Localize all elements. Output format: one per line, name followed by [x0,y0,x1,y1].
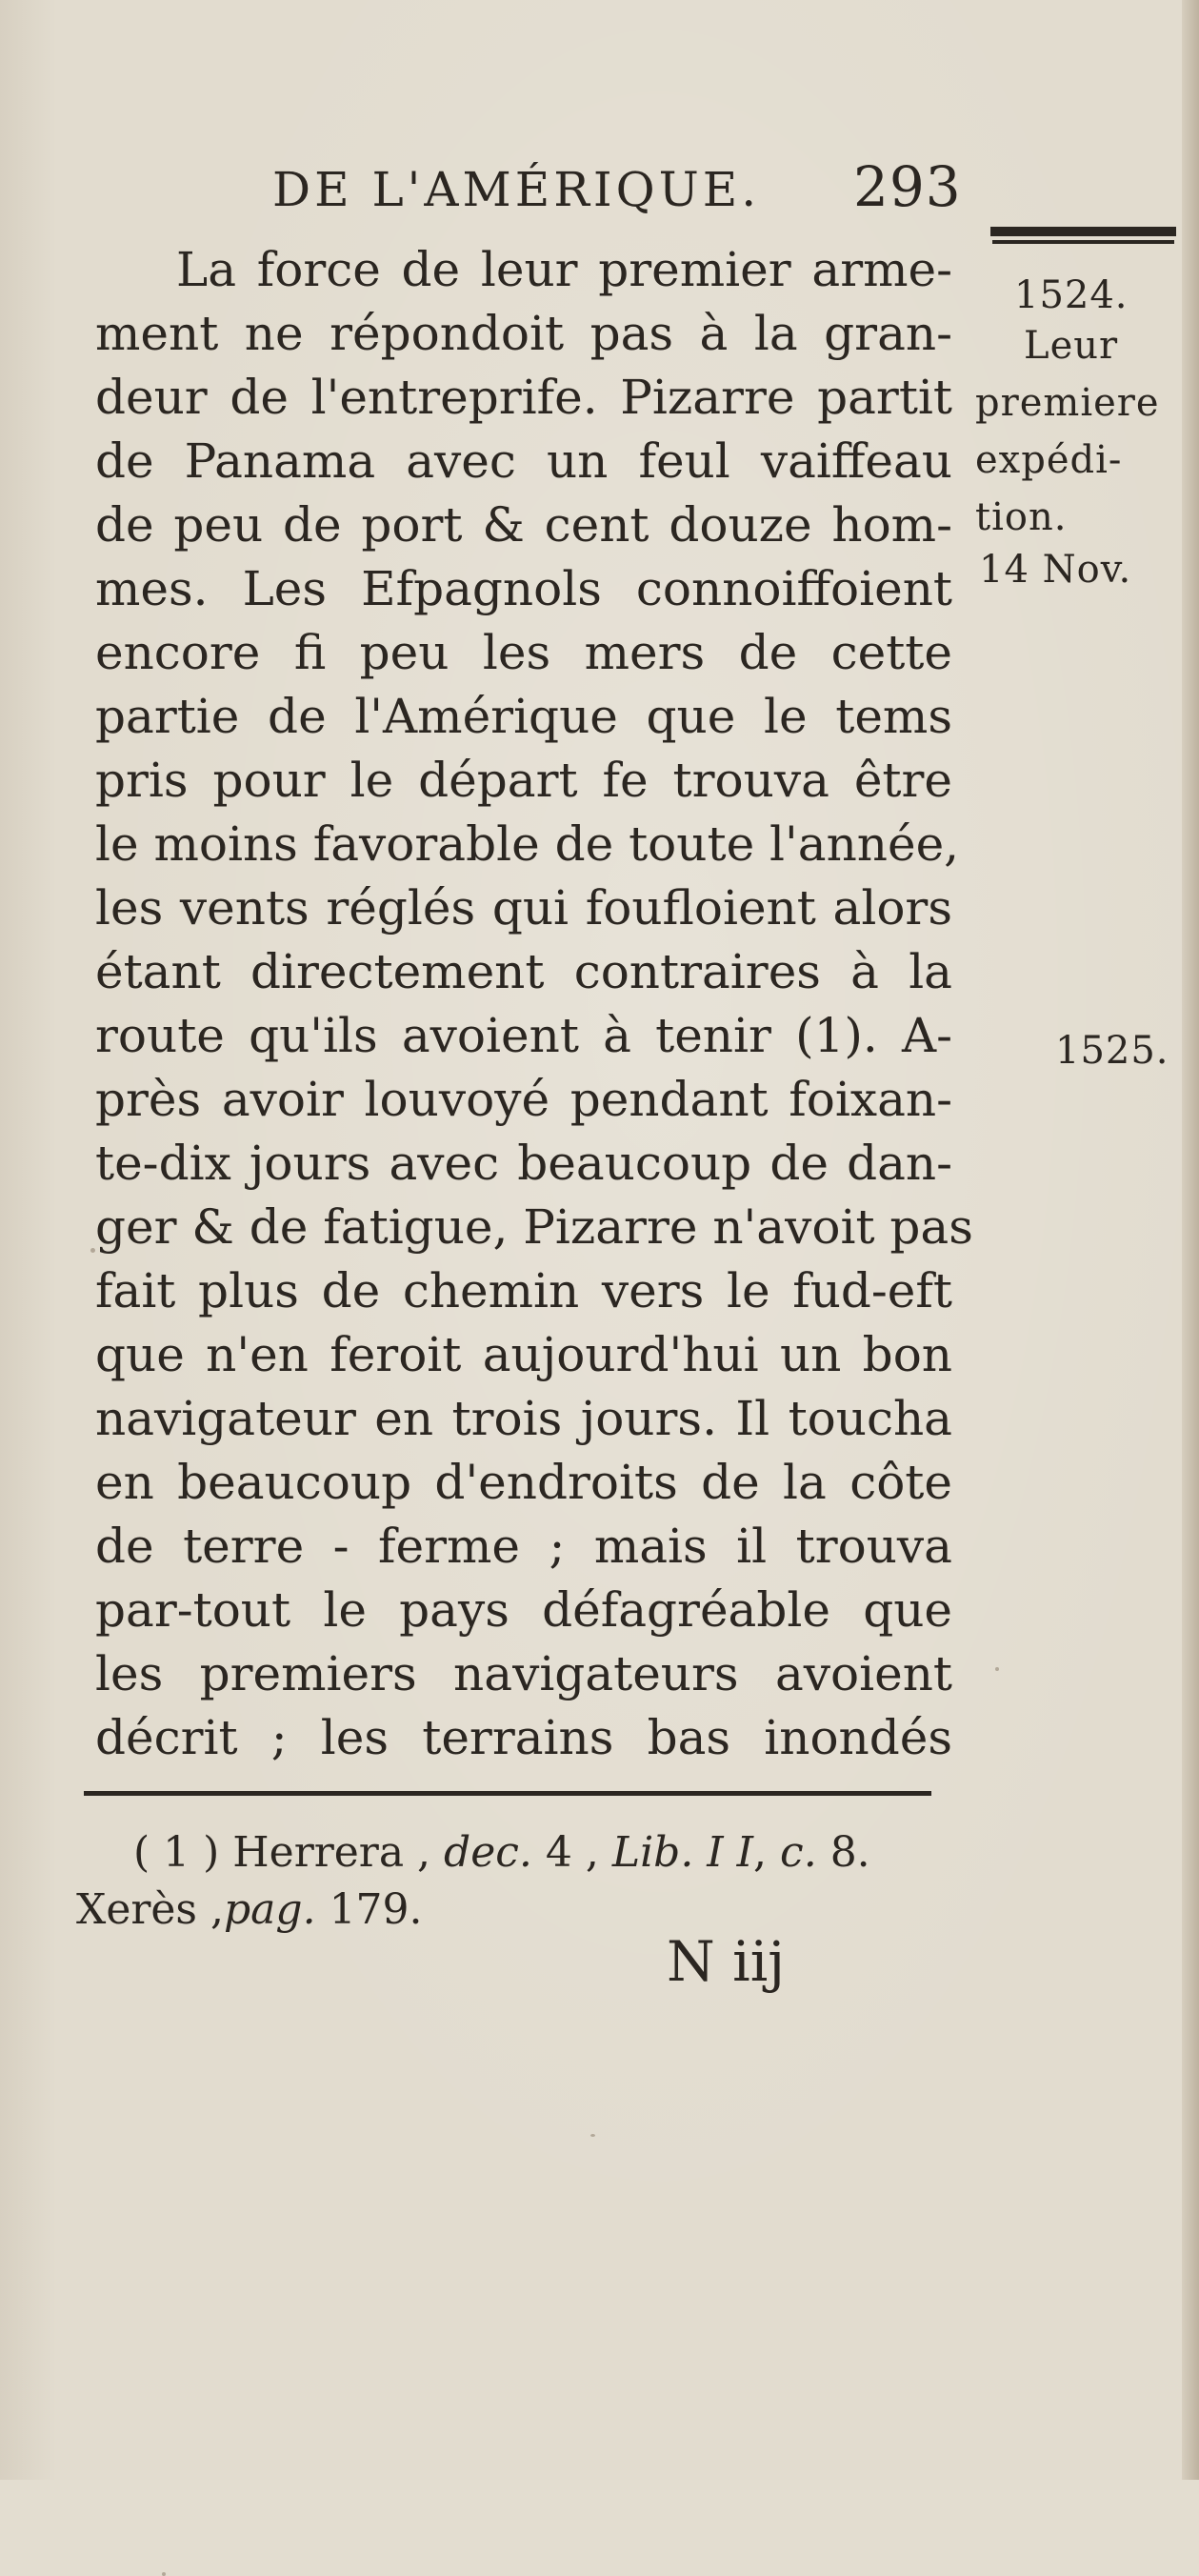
text-line: te-dix jours avec beaucoup de dan- [95,1136,952,1191]
text-line: La force de leur premier arme- [176,242,952,297]
paper-speck [90,1248,95,1253]
text-line: près avoir louvoyé pendant foixan- [95,1072,952,1127]
page-number: 293 [853,154,962,219]
header-rule [990,227,1176,240]
text-line: étant directement contraires à la [95,944,952,999]
text-line: les vents réglés qui foufloient alors [95,880,952,936]
paper-speck [162,2572,166,2576]
text-line: partie de l'Amérique que le tems [95,689,952,744]
text-line: les premiers navigateurs avoient [95,1646,952,1701]
margin-note: premiere [975,381,1160,425]
text-line: décrit ; les terrains bas inondés [95,1710,952,1765]
text-line: fait plus de chemin vers le fud-eft [95,1263,952,1318]
footnote-text: c. [780,1828,817,1877]
text-line: deur de l'entreprife. Pizarre partit [95,370,952,425]
text-line: pris pour le départ fe trouva être [95,753,952,808]
text-line: par-tout le pays défagréable que [95,1582,952,1638]
footnote-text: 8. [829,1828,870,1877]
signature-mark: N iij [667,1929,786,1994]
text-line: de terre - ferme ; mais il trouva [95,1519,952,1574]
footnote-text: ( 1 ) Herrera , [133,1828,431,1877]
footnote-line [76,1824,962,1882]
margin-note-year: 1525. [1055,1029,1169,1073]
text-line: ger & de fatigue, Pizarre n'avoit pas [95,1199,973,1255]
footnote-text: dec. [444,1828,532,1877]
text-line: route qu'ils avoient à tenir (1). A- [95,1008,952,1063]
text-line: en beaucoup d'endroits de la côte [95,1455,952,1510]
margin-note-date: 14 Nov. [979,548,1132,592]
paper-speck [590,2134,595,2137]
footnote-text: 4 , [545,1828,599,1877]
margin-note: tion. [975,495,1068,539]
footnote-text: 179. [329,1885,423,1934]
running-head [272,154,977,219]
page-edge-shadow [1182,0,1199,2480]
body-text [95,238,973,1770]
footnote-text: pag. [224,1885,316,1934]
footnote-text: Lib. I I [611,1828,754,1877]
margin-note: expédi- [975,438,1123,482]
paper-speck [995,1667,999,1671]
margin-note-year: 1524. [1014,273,1129,317]
footnote-rule [84,1791,931,1796]
footnote [76,1824,962,1939]
footnote-text: , [753,1828,768,1877]
text-line: navigateur en trois jours. Il toucha [95,1391,952,1446]
text-line: le moins favorable de toute l'année, [95,816,960,872]
footnote-text: Xerès , [76,1885,224,1934]
footnote-line [76,1882,962,1939]
text-line: de Panama avec un feul vaiffeau [95,433,952,489]
running-head-title: DE L'AMÉRIQUE. [272,162,761,217]
text-line: mes. Les Efpagnols connoiffoient [95,561,952,616]
text-line: ment ne répondoit pas à la gran- [95,306,952,361]
text-line: de peu de port & cent douze hom- [95,497,952,553]
text-line: encore fi peu les mers de cette [95,625,952,680]
margin-note: Leur [1024,324,1119,368]
text-line: que n'en feroit aujourd'hui un bon [95,1327,952,1382]
